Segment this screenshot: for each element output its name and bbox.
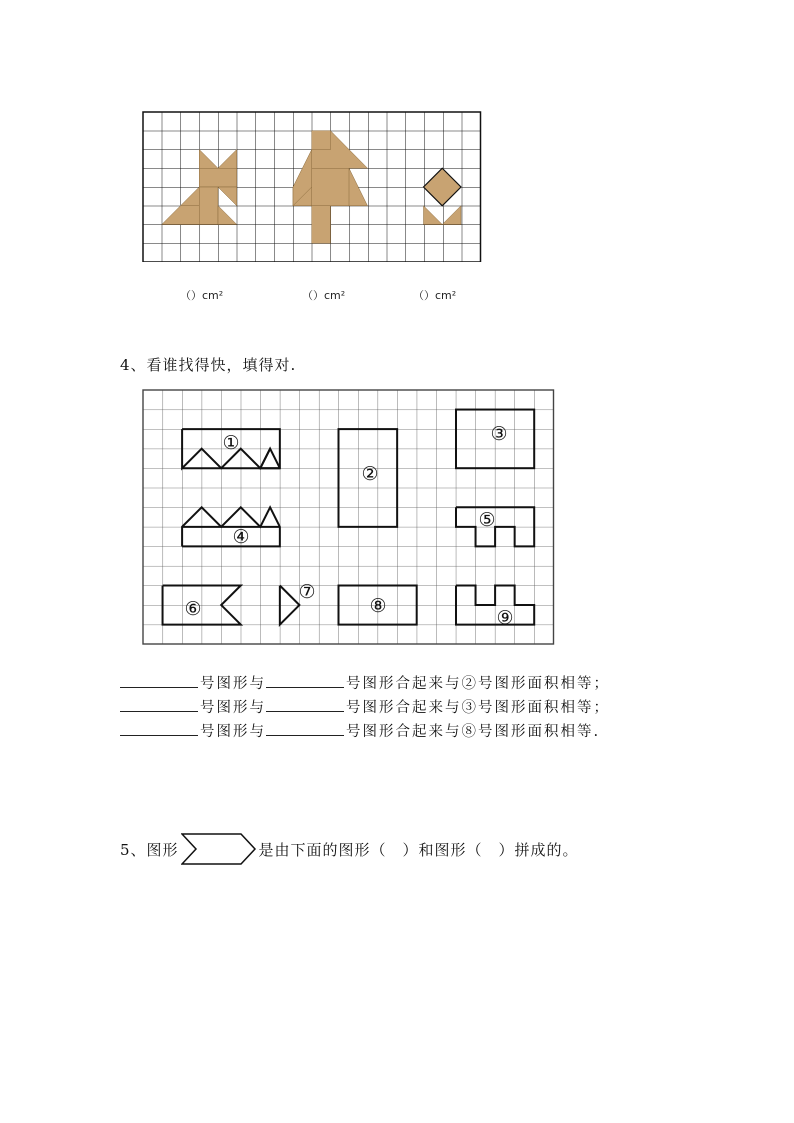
q4-label-7: ⑦ [298,581,316,603]
q3-answer-3[interactable]: （）cm² [413,289,457,302]
q4-line-2-tail: 号图形合起来与③号图形面积相等； [346,700,610,716]
q4-line-3-mid: 号图形与 [200,724,266,740]
q3-answer-2[interactable]: （）cm² [302,289,346,302]
q4-line-2-mid: 号图形与 [200,700,266,716]
q4-line-3-tail: 号图形合起来与⑧号图形面积相等. [346,724,601,740]
q4-line-1-tail: 号图形合起来与②号图形面积相等； [346,676,610,692]
q4-label-2: ② [361,463,379,485]
q4-label-8: ⑧ [369,595,387,617]
q4-label-1: ① [222,432,240,454]
q4-blank-1b[interactable] [266,675,344,688]
q4-grid-figure [141,388,559,650]
q5-lead: 5、图形 [120,840,179,859]
q4-blank-3b[interactable] [266,723,344,736]
q4-blank-3a[interactable] [120,723,198,736]
q3-answer-1[interactable]: （）cm² [180,289,224,302]
q4-label-9: ⑨ [496,607,514,629]
q4-label-3: ③ [490,423,508,445]
q5-line [120,832,579,866]
q4-label-5: ⑤ [478,509,496,531]
q4-heading: 4、看谁找得快，填得对. [120,356,297,374]
q4-line-1-mid: 号图形与 [200,676,266,692]
q4-blank-1a[interactable] [120,675,198,688]
q4-line-1 [120,672,610,693]
q4-label-4: ④ [232,526,250,548]
q4-line-3 [120,720,600,741]
q4-blank-2a[interactable] [120,699,198,712]
q4-blank-2b[interactable] [266,699,344,712]
q5-rest: 是由下面的图形（ ）和图形（ ）拼成的。 [258,840,579,859]
q4-line-2 [120,696,610,717]
q4-label-6: ⑥ [184,598,202,620]
q5-arrow-shape [181,832,257,866]
q3-grid-figure [140,110,484,262]
